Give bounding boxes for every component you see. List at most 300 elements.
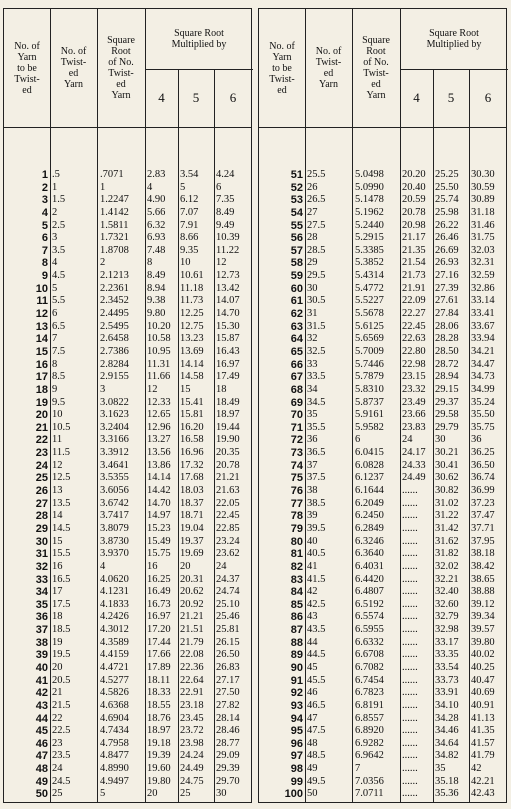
cell-mult-5: 33.91 [435,687,459,699]
cell-mult-6: 31.18 [471,206,495,218]
cell-square-root: .7071 [100,169,124,180]
cell-yarn-to-twist: 70 [290,409,303,422]
table-row [259,536,506,549]
cell-square-root: 5.0990 [355,181,384,193]
table-row [4,649,251,662]
cell-mult-4: 6.32 [147,219,166,231]
cell-mult-5: 7.07 [180,206,199,218]
cell-yarn-to-twist: 16 [35,358,48,371]
cell-square-root: 6.6332 [355,636,384,648]
table-row [259,649,506,662]
cell-mult-6: 32.31 [471,257,495,269]
table-row [259,232,506,245]
cell-mult-4: 20.78 [402,206,426,218]
cell-mult-6: 31.75 [471,232,495,244]
cell-yarn-to-twist: 69 [290,396,303,409]
cell-square-root: 5 [100,788,106,800]
cell-square-root: 3.2404 [100,421,129,433]
cell-mult-4: 5.66 [147,206,166,218]
cell-mult-4: 21.54 [402,257,426,269]
header-yarn-to-twist: No. of Yarn to be Twist- ed [269,40,295,96]
cell-mult-6: 23.62 [216,548,240,560]
cell-mult-4: 13.56 [147,447,171,459]
cell-twisted-yarn: 30.5 [307,295,326,307]
cell-yarn-to-twist: 44 [35,712,48,725]
cell-mult-5: 30.82 [435,485,459,497]
cell-mult-4: ...... [402,763,418,775]
table-row [259,384,506,397]
cell-yarn-to-twist: 47 [35,750,48,763]
cell-square-root: 6.4031 [355,560,384,572]
cell-twisted-yarn: 38.5 [307,497,326,509]
cell-twisted-yarn: 7.5 [52,345,66,357]
cell-mult-6: 28.46 [216,725,240,737]
table-row [259,169,506,182]
cell-mult-5: 16.58 [180,434,204,446]
header-multiplied-by: Square Root Multiplied by [426,28,482,50]
cell-mult-6: 34.73 [471,371,495,383]
cell-mult-4: ...... [402,788,418,800]
cell-mult-6: 12 [216,257,227,269]
cell-yarn-to-twist: 99 [290,775,303,788]
table-row [4,346,251,359]
cell-mult-5: 13.69 [180,345,204,357]
cell-square-root: 5.9582 [355,421,384,433]
table-row [259,624,506,637]
cell-mult-4: 22.27 [402,308,426,320]
table-row [259,207,506,220]
cell-mult-6: 30.30 [471,169,495,180]
cell-yarn-to-twist: 55 [290,219,303,232]
table-row [4,308,251,321]
cell-twisted-yarn: 29.5 [307,270,326,282]
cell-square-root: 2.3452 [100,295,129,307]
cell-mult-4: 12.96 [147,421,171,433]
cell-twisted-yarn: 15 [52,535,63,547]
cell-twisted-yarn: 18.5 [52,624,71,636]
cell-yarn-to-twist: 17 [35,371,48,384]
cell-mult-6: 40.02 [471,649,495,661]
cell-twisted-yarn: 35.5 [307,421,326,433]
cell-yarn-to-twist: 20 [35,409,48,422]
cell-mult-4: 15.23 [147,522,171,534]
cell-mult-6: 30.89 [471,194,495,206]
cell-twisted-yarn: 33 [307,358,318,370]
cell-mult-4: ...... [402,775,418,787]
cell-twisted-yarn: 16 [52,560,63,572]
cell-mult-5: 34.28 [435,712,459,724]
cell-square-root: 2.9155 [100,371,129,383]
table-row [4,763,251,776]
table-row [4,270,251,283]
cell-twisted-yarn: 5.5 [52,295,66,307]
cell-square-root: 6.7082 [355,661,384,673]
cell-mult-5: 25 [180,788,191,800]
cell-mult-5: 20.62 [180,586,204,598]
cell-twisted-yarn: 9.5 [52,396,66,408]
cell-square-root: 4.4721 [100,661,129,673]
cell-yarn-to-twist: 100 [284,788,303,801]
cell-square-root: 5.7879 [355,371,384,383]
cell-square-root: 3.1623 [100,409,129,421]
table-row [4,498,251,511]
cell-square-root: 5.3852 [355,257,384,269]
cell-twisted-yarn: 31.5 [307,320,326,332]
cell-square-root: 6.8920 [355,725,384,737]
cell-mult-5: 29.15 [435,383,459,395]
cell-yarn-to-twist: 14 [35,333,48,346]
cell-yarn-to-twist: 83 [290,573,303,586]
cell-mult-5: 22.64 [180,674,204,686]
cell-yarn-to-twist: 39 [35,649,48,662]
cell-mult-6: 17.49 [216,371,240,383]
cell-yarn-to-twist: 19 [35,396,48,409]
cell-mult-5: 28.94 [435,371,459,383]
cell-square-root: 6.7454 [355,674,384,686]
table-row [259,713,506,726]
cell-mult-4: 17.44 [147,636,171,648]
cell-mult-5: 25.74 [435,194,459,206]
cell-mult-6: 21.21 [216,472,240,484]
cell-mult-5: 3.54 [180,169,199,180]
cell-mult-5: 10.61 [180,270,204,282]
cell-twisted-yarn: 8.5 [52,371,66,383]
cell-yarn-to-twist: 76 [290,485,303,498]
cell-square-root: 5.4314 [355,270,384,282]
cell-mult-4: 21.73 [402,270,426,282]
cell-mult-4: 19.60 [147,763,171,775]
cell-square-root: 1.8708 [100,244,129,256]
cell-mult-5: 26.69 [435,244,459,256]
cell-square-root: 6.3640 [355,548,384,560]
cell-mult-5: 23.98 [180,737,204,749]
cell-square-root: 6 [355,434,361,446]
table-row [259,346,506,359]
table-row [4,283,251,296]
cell-mult-6: 15.30 [216,320,240,332]
cell-mult-6: 35.50 [471,409,495,421]
cell-mult-4: ...... [402,522,418,534]
cell-twisted-yarn: 13 [52,485,63,497]
cell-yarn-to-twist: 65 [290,345,303,358]
cell-mult-4: 12.65 [147,409,171,421]
cell-mult-6: 35.24 [471,396,495,408]
cell-square-root: 5.7446 [355,358,384,370]
cell-yarn-to-twist: 97 [290,750,303,763]
cell-mult-5: 13.23 [180,333,204,345]
cell-mult-6: 13.42 [216,282,240,294]
cell-mult-6: 6 [216,181,222,193]
cell-mult-6: 40.25 [471,661,495,673]
cell-twisted-yarn: 20 [52,661,63,673]
cell-yarn-to-twist: 34 [35,586,48,599]
cell-yarn-to-twist: 52 [290,181,303,194]
cell-mult-5: 32.98 [435,624,459,636]
cell-mult-5: 24.24 [180,750,204,762]
cell-square-root: 5.3385 [355,244,384,256]
cell-twisted-yarn: 24.5 [52,775,71,787]
cell-square-root: 6.2049 [355,497,384,509]
cell-square-root: 3.7417 [100,510,129,522]
cell-mult-6: 39.34 [471,611,495,623]
table-row [4,232,251,245]
cell-mult-4: 16.97 [147,611,171,623]
table-row [4,371,251,384]
cell-yarn-to-twist: 71 [290,421,303,434]
table-row [259,295,506,308]
cell-mult-5: 9.35 [180,244,199,256]
cell-mult-4: 20 [147,788,158,800]
left-table [3,8,252,803]
cell-twisted-yarn: 12 [52,459,63,471]
cell-twisted-yarn: .5 [52,169,60,180]
cell-square-root: 4.3012 [100,624,129,636]
cell-square-root: 6.5574 [355,611,384,623]
cell-square-root: 4 [100,560,106,572]
cell-mult-6: 41.13 [471,712,495,724]
cell-mult-4: 10.58 [147,333,171,345]
cell-twisted-yarn: 50 [307,788,318,800]
cell-mult-6: 34.47 [471,358,495,370]
cell-twisted-yarn: 42 [307,586,318,598]
cell-mult-5: 18.03 [180,485,204,497]
cell-twisted-yarn: 32.5 [307,345,326,357]
table-row [4,510,251,523]
cell-yarn-to-twist: 72 [290,434,303,447]
cell-square-root: 4.1833 [100,598,129,610]
cell-twisted-yarn: 49.5 [307,775,326,787]
cell-square-root: 5.0498 [355,169,384,180]
cell-yarn-to-twist: 26 [35,485,48,498]
table-row [259,333,506,346]
cell-mult-4: 23.15 [402,371,426,383]
cell-yarn-to-twist: 41 [35,674,48,687]
cell-square-root: 6.0415 [355,447,384,459]
cell-yarn-to-twist: 96 [290,737,303,750]
cell-square-root: 6.7823 [355,687,384,699]
header-mult-6: 6 [229,90,237,105]
table-row [259,763,506,776]
cell-twisted-yarn: 25 [52,788,63,800]
cell-mult-6: 40.91 [471,699,495,711]
cell-mult-5: 32.60 [435,598,459,610]
table-row [259,548,506,561]
cell-square-root: 4.5826 [100,687,129,699]
cell-square-root: 6.0828 [355,459,384,471]
cell-square-root: 3.6742 [100,497,129,509]
cell-mult-6: 33.41 [471,308,495,320]
table-row [4,624,251,637]
cell-mult-4: 2.83 [147,169,166,180]
cell-yarn-to-twist: 91 [290,674,303,687]
cell-mult-5: 20.92 [180,598,204,610]
cell-twisted-yarn: 39 [307,510,318,522]
cell-square-root: 4.3589 [100,636,129,648]
cell-mult-6: 29.39 [216,763,240,775]
table-row [4,662,251,675]
cell-mult-5: 26.22 [435,219,459,231]
table-row [259,182,506,195]
cell-mult-5: 12.75 [180,320,204,332]
cell-mult-6: 28.77 [216,737,240,749]
cell-yarn-to-twist: 56 [290,232,303,245]
cell-yarn-to-twist: 25 [35,472,48,485]
table-row [4,611,251,624]
cell-twisted-yarn: 39.5 [307,522,326,534]
cell-mult-4: 21.35 [402,244,426,256]
table-row [4,738,251,751]
cell-yarn-to-twist: 3 [41,194,48,207]
cell-mult-5: 21.21 [180,611,204,623]
table-row [4,750,251,763]
cell-yarn-to-twist: 61 [290,295,303,308]
cell-mult-6: 18.97 [216,409,240,421]
cell-mult-5: 15.41 [180,396,204,408]
cell-mult-6: 27.50 [216,687,240,699]
cell-mult-6: 29.09 [216,750,240,762]
cell-mult-4: 18.97 [147,725,171,737]
cell-mult-6: 26.15 [216,636,240,648]
cell-mult-5: 33.54 [435,661,459,673]
cell-mult-4: ...... [402,712,418,724]
cell-yarn-to-twist: 28 [35,510,48,523]
cell-square-root: 4.7958 [100,737,129,749]
cell-twisted-yarn: 14 [52,510,63,522]
table-row [259,611,506,624]
cell-square-root: 5.2440 [355,219,384,231]
cell-mult-5: 14.14 [180,358,204,370]
cell-mult-5: 33.35 [435,649,459,661]
cell-mult-4: ...... [402,560,418,572]
cell-square-root: 2.5495 [100,320,129,332]
cell-twisted-yarn: 15.5 [52,548,71,560]
cell-mult-5: 28.72 [435,358,459,370]
cell-twisted-yarn: 43 [307,611,318,623]
cell-twisted-yarn: 19 [52,636,63,648]
cell-yarn-to-twist: 12 [35,308,48,321]
cell-mult-6: 38.42 [471,560,495,572]
cell-mult-5: 23.72 [180,725,204,737]
cell-mult-5: 16.20 [180,421,204,433]
cell-mult-6: 42 [471,763,482,775]
cell-twisted-yarn: 46.5 [307,699,326,711]
cell-twisted-yarn: 30 [307,282,318,294]
cell-twisted-yarn: 23.5 [52,750,71,762]
cell-mult-5: 32.79 [435,611,459,623]
cell-twisted-yarn: 16.5 [52,573,71,585]
cell-mult-5: 33.17 [435,636,459,648]
cell-square-root: 3.4641 [100,459,129,471]
cell-mult-4: 18.33 [147,687,171,699]
table-row [259,460,506,473]
cell-yarn-to-twist: 51 [290,169,303,181]
cell-mult-5: 17.68 [180,472,204,484]
cell-mult-6: 20.78 [216,459,240,471]
cell-twisted-yarn: 4 [52,257,58,269]
cell-square-root: 1.2247 [100,194,129,206]
cell-mult-4: 11.31 [147,358,171,370]
cell-twisted-yarn: 44 [307,636,318,648]
cell-mult-5: 34.10 [435,699,459,711]
cell-mult-5: 28.50 [435,345,459,357]
cell-mult-6: 36.74 [471,472,495,484]
cell-square-root: 6.5955 [355,624,384,636]
cell-square-root: 5.8310 [355,383,384,395]
cell-yarn-to-twist: 59 [290,270,303,283]
cell-mult-6: 34.21 [471,345,495,357]
table-row [259,498,506,511]
cell-square-root: 6.8557 [355,712,384,724]
header-twisted-yarn: No. of Twist- ed Yarn [60,46,87,90]
cell-twisted-yarn: 36.5 [307,447,326,459]
cell-twisted-yarn: 48.5 [307,750,326,762]
table-row [259,485,506,498]
cell-twisted-yarn: 9 [52,383,58,395]
cell-yarn-to-twist: 2 [41,181,48,194]
table-row [259,700,506,713]
cell-mult-5: 28.28 [435,333,459,345]
cell-mult-4: 14.14 [147,472,171,484]
cell-yarn-to-twist: 8 [41,257,48,270]
cell-twisted-yarn: 25.5 [307,169,326,180]
cell-mult-4: 19.39 [147,750,171,762]
cell-mult-6: 12.73 [216,270,240,282]
cell-mult-6: 38.65 [471,573,495,585]
cell-yarn-to-twist: 64 [290,333,303,346]
cell-twisted-yarn: 3.5 [52,244,66,256]
cell-square-root: 7.0711 [355,788,384,800]
table-row [4,725,251,738]
cell-mult-6: 22.05 [216,497,240,509]
cell-mult-4: ...... [402,586,418,598]
cell-twisted-yarn: 6 [52,308,58,320]
cell-twisted-yarn: 26.5 [307,194,326,206]
cell-twisted-yarn: 45.5 [307,674,326,686]
cell-mult-4: 23.49 [402,396,426,408]
cell-mult-4: 14.42 [147,485,171,497]
cell-mult-6: 24 [216,560,227,572]
cell-mult-6: 41.79 [471,750,495,762]
cell-mult-4: 14.97 [147,510,171,522]
cell-square-root: 3.6056 [100,485,129,497]
cell-mult-6: 21.63 [216,485,240,497]
cell-mult-6: 39.57 [471,624,495,636]
cell-square-root: 3.0822 [100,396,129,408]
cell-mult-4: ...... [402,548,418,560]
cell-mult-5: 10 [180,257,191,269]
cell-square-root: 6.2849 [355,522,384,534]
cell-yarn-to-twist: 84 [290,586,303,599]
cell-yarn-to-twist: 46 [35,737,48,750]
table-row [4,788,251,801]
cell-square-root: 1.5811 [100,219,129,231]
cell-mult-5: 30.21 [435,447,459,459]
cell-square-root: 2 [100,257,106,269]
cell-yarn-to-twist: 49 [35,775,48,788]
cell-twisted-yarn: 11.5 [52,447,70,459]
cell-twisted-yarn: 5 [52,282,58,294]
cell-mult-5: 6.12 [180,194,199,206]
cell-mult-4: 24.49 [402,472,426,484]
cell-square-root: 3.9370 [100,548,129,560]
cell-yarn-to-twist: 87 [290,624,303,637]
cell-twisted-yarn: 29 [307,257,318,269]
cell-twisted-yarn: 6.5 [52,320,66,332]
cell-mult-4: ...... [402,687,418,699]
cell-square-root: 6.4807 [355,586,384,598]
cell-mult-5: 12.25 [180,308,204,320]
cell-mult-4: ...... [402,598,418,610]
